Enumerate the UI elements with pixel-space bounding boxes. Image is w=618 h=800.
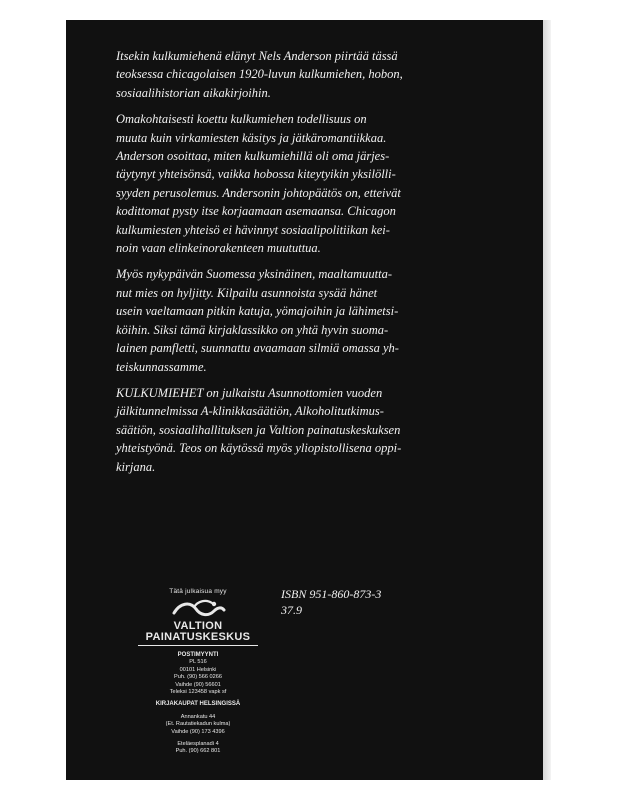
text-line: Anderson osoittaa, miten kulkumiehillä oli oma järjes- — [116, 149, 390, 164]
address-line: PL 516 — [189, 659, 207, 666]
text-line: yhteistyönä. Teos on käytössä myös yliopistollisena oppi- — [116, 441, 402, 456]
blurb-paragraph-1 — [116, 47, 526, 102]
book-edge — [543, 20, 551, 780]
text-line: säätiön, sosiaalihallituksen ja Valtion painatuskeskuksen — [116, 422, 401, 437]
blurb-paragraph-2 — [116, 110, 526, 257]
bookshops-heading: KIRJAKAUPAT HELSINGISSÄ — [155, 701, 241, 708]
text-line: kulkumiesten yhteisö ei hävinnyt sosiaalipolitiikan kei- — [116, 222, 390, 237]
address-line: Puh. (90) 566 0266 — [174, 674, 222, 681]
text-line: Omakohtaisesti koettu kulkumiehen todellisuus on — [116, 112, 367, 127]
publisher-logo-icon — [168, 597, 228, 621]
text-line: syyden perusolemus. Andersonin johtopäätös on, etteivät — [116, 185, 401, 200]
text-line: lainen pamfletti, suunnattu avaamaan silmiä omassa yh- — [116, 341, 399, 356]
address-line: (Et. Rautatiekadun kulma) — [165, 721, 231, 728]
address-line: Annankatu 44 — [180, 713, 216, 720]
address-line: Eteläesplanadi 4 — [177, 741, 219, 748]
blurb-paragraph-4 — [116, 384, 526, 476]
blurb-text — [116, 47, 526, 484]
back-cover — [66, 20, 543, 780]
postal-sales-address — [138, 652, 258, 756]
text-line: teiskunnassamme. — [116, 359, 207, 374]
blurb-paragraph-3 — [116, 265, 526, 375]
text-line: sosiaalihistorian aikakirjoihin. — [116, 85, 271, 100]
publisher-block — [138, 588, 258, 756]
text-line: köihin. Siksi tämä kirjaklassikko on yhtä hyvin suoma- — [116, 322, 389, 337]
text-line: kodittomat pysty itse korjaamaan asemaansa. Chicagon — [116, 204, 396, 219]
publisher-name-line-1: VALTION — [173, 620, 223, 632]
isbn-number: ISBN 951-860-873-3 — [281, 587, 382, 601]
library-class: 37.9 — [281, 603, 302, 617]
isbn-block — [281, 586, 381, 618]
address-line: Puh. (90) 662 801 — [175, 748, 221, 755]
address-line: Teleksi 123458 vapk sf — [169, 689, 227, 696]
postal-sales-heading: POSTIMYYNTI — [177, 652, 219, 658]
text-line: Myös nykypäivän Suomessa yksinäinen, maaltamuutta- — [116, 267, 392, 282]
text-line: täytynyt yhteisönsä, vaikka hobossa kiteytyikin yksilölli- — [116, 167, 396, 182]
publisher-name-line-2: PAINATUSKESKUS — [138, 632, 258, 646]
text-line: teoksessa chicagolaisen 1920-luvun kulkumiehen, hobon, — [116, 67, 403, 82]
address-line: 00101 Helsinki — [179, 666, 217, 673]
text-line: kirjana. — [116, 459, 156, 474]
publisher-name — [138, 621, 258, 646]
text-line: jälkitunnelmissa A-klinikkasäätiön, Alkoholitutkimus- — [116, 404, 384, 419]
text-line: KULKUMIEHET on julkaistu Asunnottomien vuoden — [116, 385, 383, 400]
text-line: Itsekin kulkumiehenä elänyt Nels Anderson piirtää tässä — [116, 49, 398, 63]
text-line: noin vaan elinkeinorakenteen muututtua. — [116, 241, 321, 256]
text-line: muuta kuin virkamiesten käsitys ja jätkäromantiikkaa. — [116, 130, 387, 145]
sold-by-label: Tätä julkaisua myy — [169, 588, 227, 595]
text-line: nut mies on hyljitty. Kilpailu asunnoista sysää hänet — [116, 285, 378, 300]
text-line: usein vaeltamaan pitkin katuja, yömajoihin ja lähimetsi- — [116, 304, 399, 319]
address-line: Vaihde (90) 56601 — [175, 681, 221, 688]
address-line: Vaihde (90) 173 4396 — [171, 728, 225, 735]
